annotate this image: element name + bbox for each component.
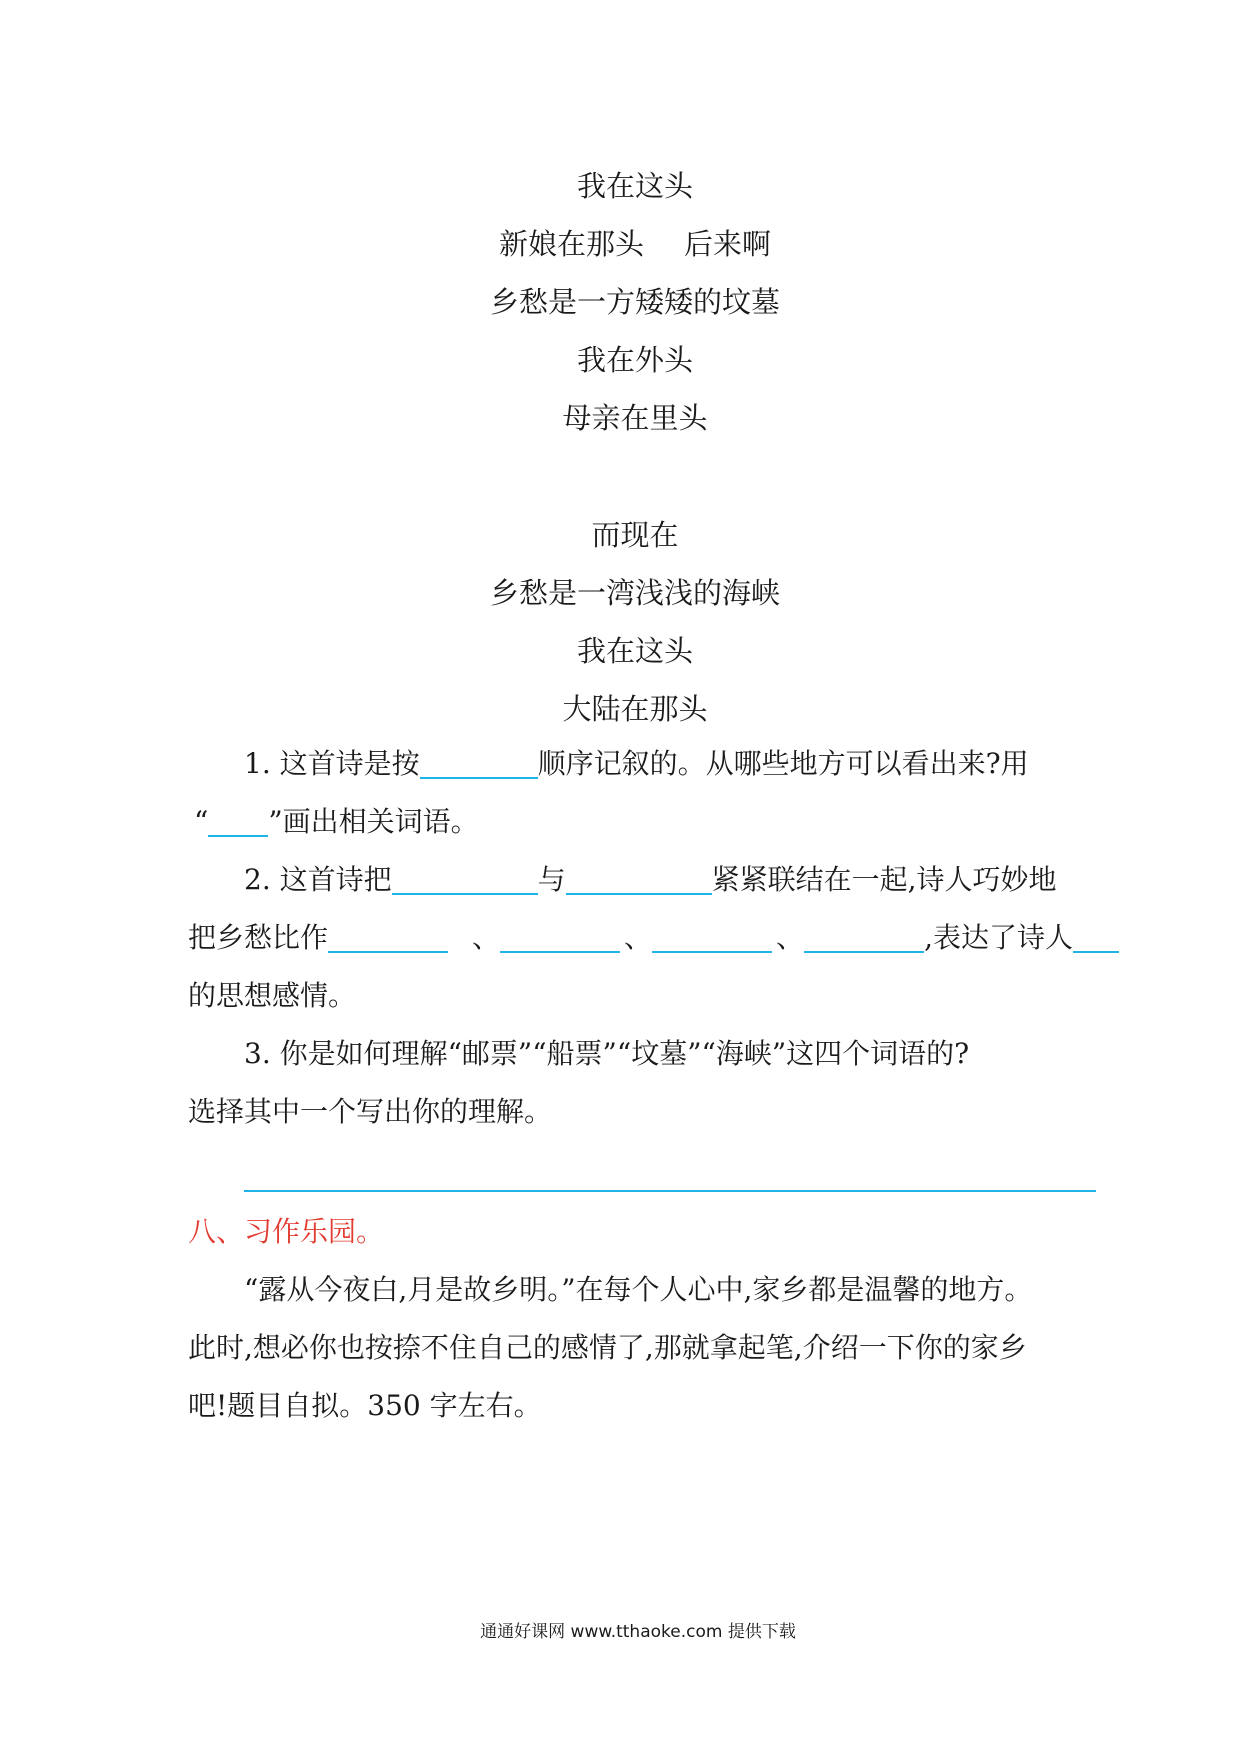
- question-1-text: ”画出相关词语。: [268, 805, 479, 838]
- question-2-text: 2. 这首诗把: [244, 863, 392, 896]
- question-1-line-2: [194, 802, 479, 842]
- underline-sample: [208, 805, 268, 837]
- poem-line-part: 后来啊: [684, 227, 772, 261]
- question-2-text: ,表达了诗人: [924, 921, 1073, 954]
- section-title: 八、习作乐园。: [188, 1215, 385, 1248]
- question-2-line-1: [244, 860, 1057, 900]
- answer-blank[interactable]: [566, 863, 712, 895]
- poem-line: 我在这头: [576, 634, 693, 668]
- section-8-line-2: 此时,想必你也按捺不住自己的感情了,那就拿起笔,介绍一下你的家乡: [188, 1331, 1027, 1364]
- poem-line: [0, 224, 1240, 282]
- footer-credit: 通通好课网 www.tthaoke.com 提供下载: [480, 1622, 796, 1642]
- separator: 、: [776, 921, 805, 954]
- question-1-text: 顺序记叙的。从哪些地方可以看出来?用: [537, 747, 1029, 780]
- answer-blank[interactable]: [420, 747, 538, 779]
- question-2-text: 与: [537, 863, 566, 896]
- poem-line: 乡愁是一湾浅浅的海峡: [489, 576, 780, 610]
- separator: 、: [472, 921, 501, 954]
- answer-blank[interactable]: [392, 863, 538, 895]
- poem-line: 母亲在里头: [562, 401, 708, 435]
- poem-line: 大陆在那头: [562, 692, 708, 726]
- question-2-line-2: [188, 918, 1119, 958]
- section-8-line-1: “露从今夜白,月是故乡明。”在每个人心中,家乡都是温馨的地方。: [244, 1273, 1033, 1306]
- quote-open: “: [194, 805, 209, 838]
- poem-stanza-4: [0, 515, 1240, 747]
- poem-line: 我在这头: [576, 169, 693, 203]
- poem-line: 而现在: [591, 518, 679, 552]
- question-1-line-1: [244, 744, 1029, 784]
- question-3-line-2: 选择其中一个写出你的理解。: [188, 1095, 553, 1128]
- separator: 、: [624, 921, 653, 954]
- answer-blank[interactable]: [804, 921, 924, 953]
- question-1-text: 1. 这首诗是按: [244, 747, 420, 780]
- poem-line-part: 新娘在那头: [498, 227, 644, 261]
- answer-blank[interactable]: [328, 921, 448, 953]
- poem-stanza-3: [0, 166, 1240, 456]
- section-8-line-3: 吧!题目自拟。350 字左右。: [188, 1389, 542, 1422]
- answer-blank[interactable]: [500, 921, 620, 953]
- question-2-line-3: 的思想感情。: [188, 979, 357, 1012]
- answer-blank[interactable]: [1073, 921, 1119, 953]
- answer-blank[interactable]: [652, 921, 772, 953]
- question-2-text: 紧紧联结在一起,诗人巧妙地: [711, 863, 1057, 896]
- answer-line[interactable]: [244, 1190, 1096, 1192]
- question-3-line-1: 3. 你是如何理解“邮票”“船票”“坟墓”“海峡”这四个词语的?: [244, 1037, 970, 1070]
- question-2-text: 把乡愁比作: [188, 921, 329, 954]
- poem-line: 我在外头: [576, 343, 693, 377]
- poem-line: 乡愁是一方矮矮的坟墓: [489, 285, 780, 319]
